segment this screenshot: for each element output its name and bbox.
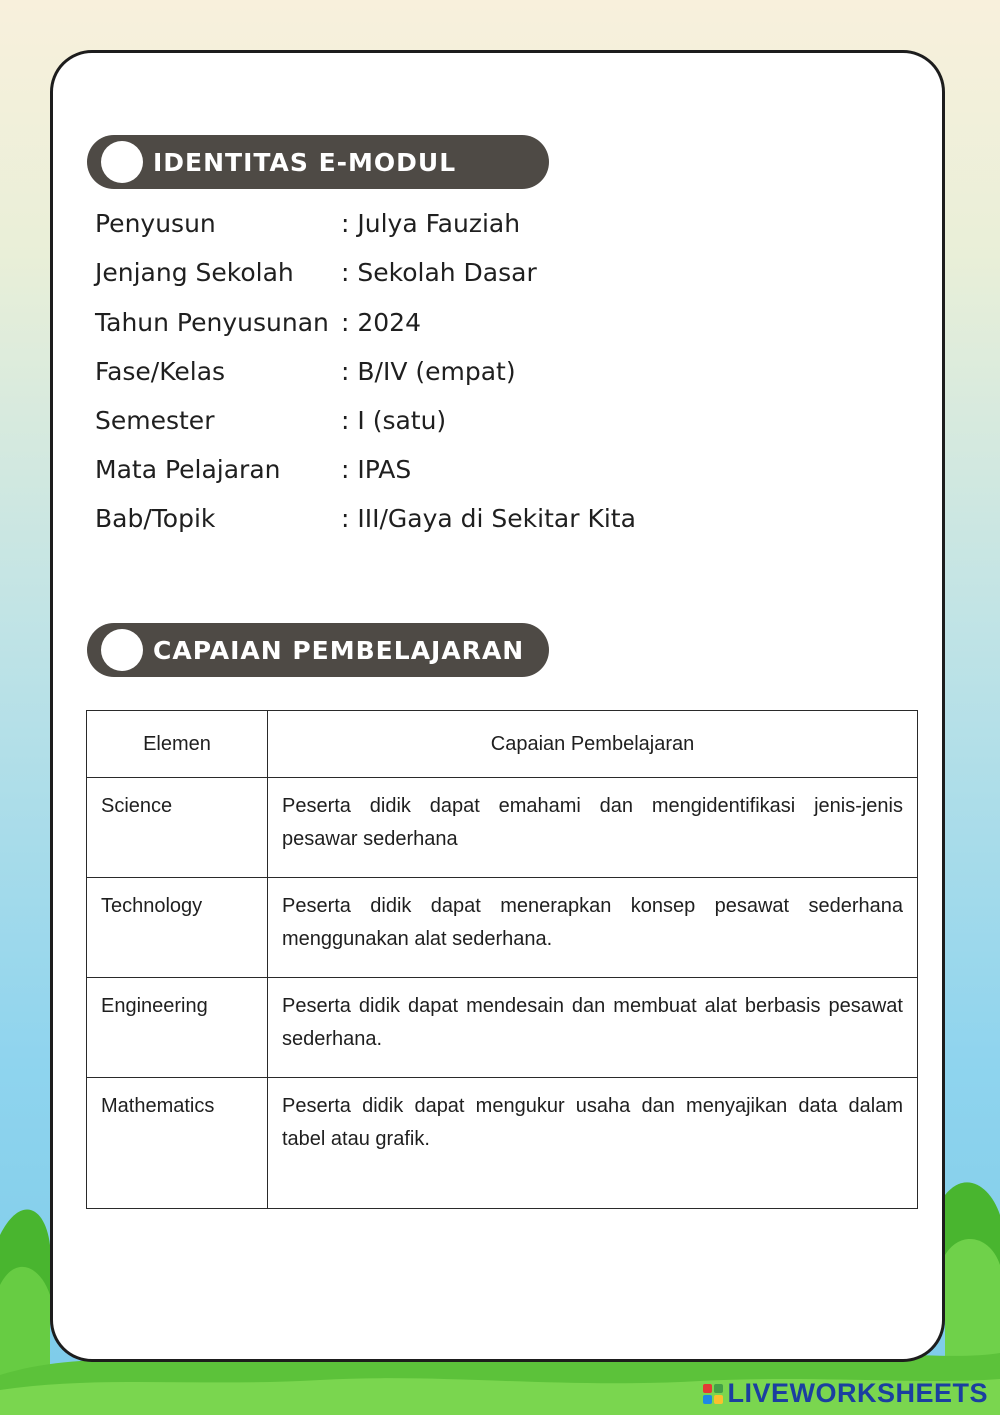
identity-row-tahun xyxy=(95,308,421,337)
identity-value: : 2024 xyxy=(341,308,421,337)
elemen-cell: Technology xyxy=(87,878,268,978)
identity-label: Fase/Kelas xyxy=(95,357,226,386)
bullet-circle-icon xyxy=(101,141,143,183)
identity-value: : III/Gaya di Sekitar Kita xyxy=(341,504,636,533)
table-header-row xyxy=(87,711,918,778)
identity-label: Mata Pelajaran xyxy=(95,455,281,484)
column-header-capaian: Capaian Pembelajaran xyxy=(268,711,918,778)
capaian-section-header xyxy=(87,623,549,677)
identity-label: Bab/Topik xyxy=(95,504,216,533)
identity-row-bab xyxy=(95,504,636,533)
identity-row-penyusun xyxy=(95,209,520,238)
elemen-cell: Engineering xyxy=(87,978,268,1078)
identity-row-jenjang xyxy=(95,258,537,287)
identity-value: : IPAS xyxy=(341,455,412,484)
identity-section-title: IDENTITAS E-MODUL xyxy=(153,147,457,177)
identity-label: Penyusun xyxy=(95,209,216,238)
column-header-elemen: Elemen xyxy=(87,711,268,778)
identity-label: Semester xyxy=(95,406,215,435)
identity-label: Tahun Penyusunan xyxy=(95,308,329,337)
identity-value: : I (satu) xyxy=(341,406,447,435)
capaian-cell: Peserta didik dapat menerapkan konsep pesawat sederhana menggunakan alat sederhana. xyxy=(268,878,918,978)
identity-row-mapel xyxy=(95,455,411,484)
liveworksheets-logo-icon xyxy=(703,1384,723,1404)
module-card xyxy=(50,50,945,1362)
brand-name: LIVEWORKSHEETS xyxy=(727,1378,988,1408)
bullet-circle-icon xyxy=(101,629,143,671)
liveworksheets-logo xyxy=(703,1378,988,1409)
capaian-cell: Peserta didik dapat mendesain dan membuat alat berbasis pesawat sederhana. xyxy=(268,978,918,1078)
table-row xyxy=(87,878,918,978)
table-row xyxy=(87,1078,918,1209)
elemen-cell: Science xyxy=(87,778,268,878)
elemen-cell: Mathematics xyxy=(87,1078,268,1209)
capaian-table xyxy=(86,710,918,1209)
identity-value: : B/IV (empat) xyxy=(341,357,516,386)
identity-row-fase xyxy=(95,357,516,386)
identity-value: : Julya Fauziah xyxy=(341,209,521,238)
table-row xyxy=(87,978,918,1078)
capaian-cell: Peserta didik dapat emahami dan mengidentifikasi jenis-jenis pesawar sederhana xyxy=(268,778,918,878)
identity-section-header xyxy=(87,135,549,189)
identity-row-semester xyxy=(95,406,446,435)
identity-label: Jenjang Sekolah xyxy=(95,258,294,287)
table-row xyxy=(87,778,918,878)
capaian-section-title: CAPAIAN PEMBELAJARAN xyxy=(153,635,525,665)
identity-value: : Sekolah Dasar xyxy=(341,258,537,287)
capaian-cell: Peserta didik dapat mengukur usaha dan menyajikan data dalam tabel atau grafik. xyxy=(268,1078,918,1209)
